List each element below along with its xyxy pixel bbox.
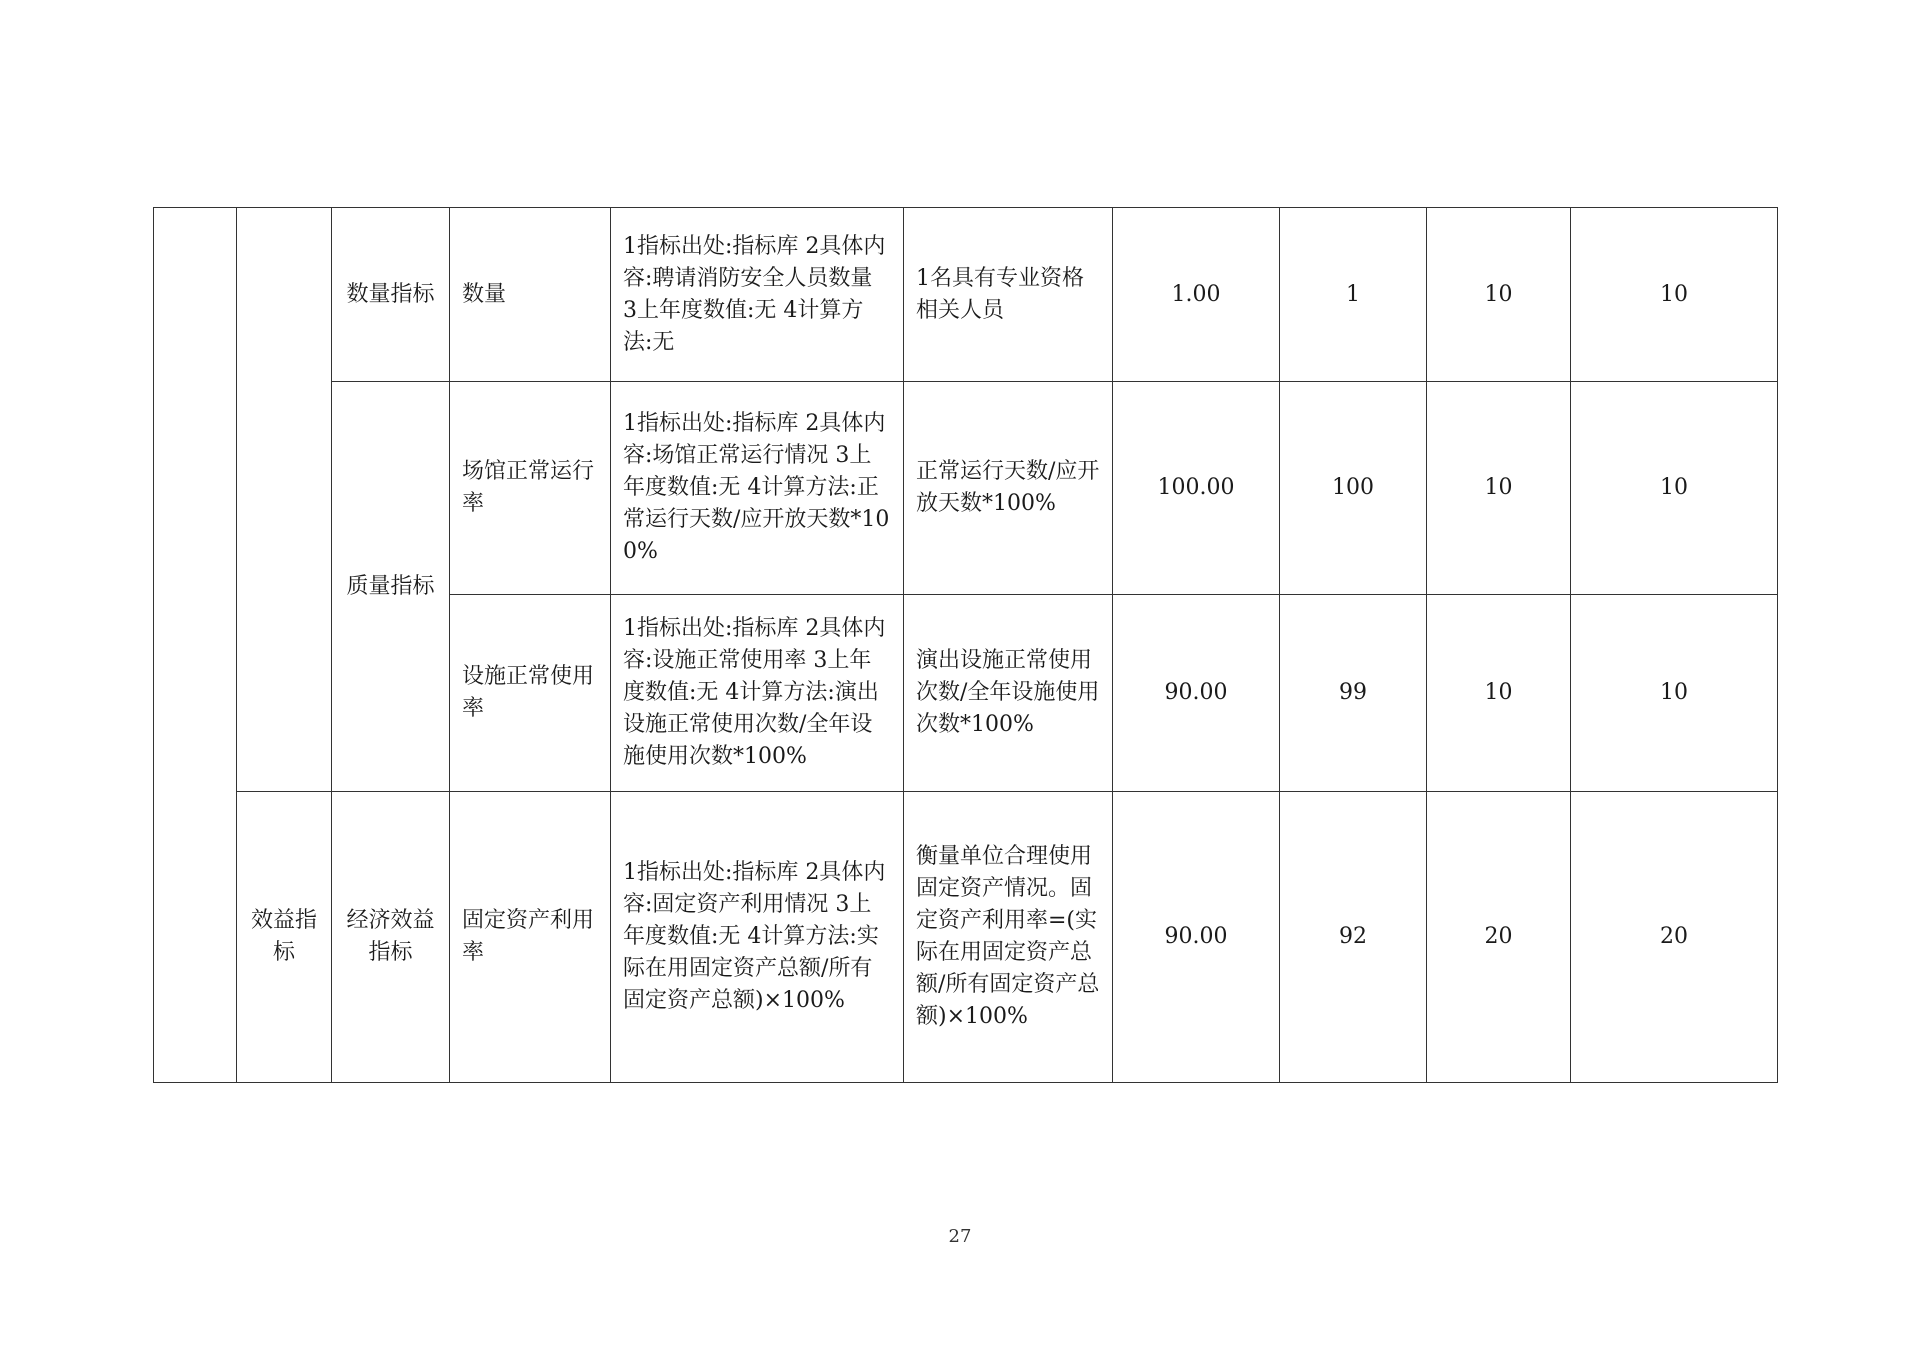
target-value-cell: 1.00 [1113, 208, 1280, 382]
score-cell: 10 [1571, 595, 1778, 792]
indicator-standard-cell: 正常运行天数/应开放天数*100% [904, 382, 1113, 595]
page-number: 27 [948, 1226, 972, 1247]
table-row [154, 208, 1778, 382]
indicator-table [153, 207, 1778, 1083]
target-value-cell: 90.00 [1113, 792, 1280, 1083]
indicator-description-cell: 1指标出处:指标库 2具体内容:聘请消防安全人员数量 3上年度数值:无 4计算方法:无 [611, 208, 904, 382]
target-value-cell: 90.00 [1113, 595, 1280, 792]
score-cell: 10 [1571, 208, 1778, 382]
actual-value-cell: 100 [1280, 382, 1427, 595]
indicator-standard-cell: 衡量单位合理使用固定资产情况。固定资产利用率=(实际在用固定资产总额/所有固定资产总额)×100% [904, 792, 1113, 1083]
score-cell: 20 [1571, 792, 1778, 1083]
indicator-description-cell: 1指标出处:指标库 2具体内容:固定资产利用情况 3上年度数值:无 4计算方法:实际在用固定资产总额/所有固定资产总额)×100% [611, 792, 904, 1083]
indicator-name-cell: 固定资产利用率 [450, 792, 611, 1083]
indicator-description-cell: 1指标出处:指标库 2具体内容:场馆正常运行情况 3上年度数值:无 4计算方法:正常运行天数/应开放天数*100% [611, 382, 904, 595]
score-cell: 10 [1571, 382, 1778, 595]
weight-cell: 10 [1427, 595, 1571, 792]
actual-value-cell: 99 [1280, 595, 1427, 792]
indicator-description-cell: 1指标出处:指标库 2具体内容:设施正常使用率 3上年度数值:无 4计算方法:演出设施正常使用次数/全年设施使用次数*100% [611, 595, 904, 792]
category-cell: 经济效益指标 [332, 792, 450, 1083]
target-value-cell: 100.00 [1113, 382, 1280, 595]
group-cell: 效益指标 [237, 792, 332, 1083]
category-cell: 质量指标 [332, 382, 450, 792]
indicator-name-cell: 数量 [450, 208, 611, 382]
indicator-standard-cell: 1名具有专业资格相关人员 [904, 208, 1113, 382]
indicator-name-cell: 设施正常使用率 [450, 595, 611, 792]
weight-cell: 10 [1427, 208, 1571, 382]
category-cell: 数量指标 [332, 208, 450, 382]
actual-value-cell: 92 [1280, 792, 1427, 1083]
level2-cell [237, 208, 332, 792]
level1-cell [154, 208, 237, 1083]
table-row [154, 382, 1778, 595]
indicator-standard-cell: 演出设施正常使用次数/全年设施使用次数*100% [904, 595, 1113, 792]
table-row [154, 792, 1778, 1083]
weight-cell: 20 [1427, 792, 1571, 1083]
actual-value-cell: 1 [1280, 208, 1427, 382]
indicator-name-cell: 场馆正常运行率 [450, 382, 611, 595]
weight-cell: 10 [1427, 382, 1571, 595]
